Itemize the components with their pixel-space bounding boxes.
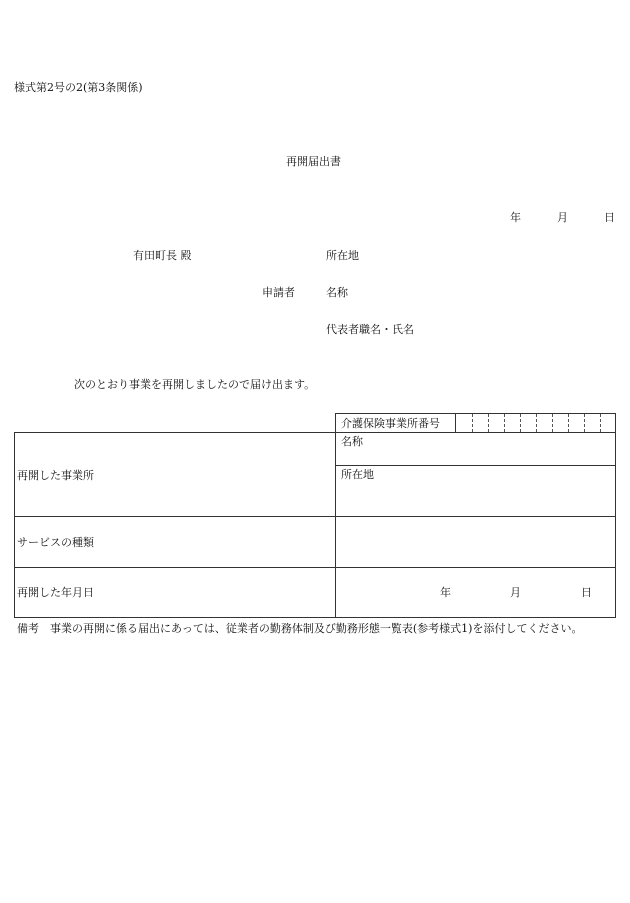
- addressee: 有田町長 殿: [133, 249, 192, 262]
- office-label: 再開した事業所: [17, 469, 94, 482]
- reopen-date-day: 日: [581, 586, 592, 599]
- intro-text: 次のとおり事業を再開しましたので届け出ます。: [74, 378, 316, 391]
- applicant-label: 申請者: [262, 286, 295, 299]
- applicant-representative-label: 代表者職名・氏名: [326, 323, 414, 336]
- office-name-label: 名称: [341, 435, 363, 448]
- form-id: 様式第2号の2(第3条関係): [14, 81, 143, 94]
- reopen-date-label: 再開した年月日: [17, 586, 94, 599]
- date-day: 日: [604, 211, 615, 224]
- reopen-date-year: 年: [440, 586, 451, 599]
- remarks-note: 備考 事業の再開に係る届出にあっては、従業者の勤務体制及び勤務形態一覧表(参考様式1)を添付してください。: [17, 622, 583, 635]
- applicant-name-label: 名称: [326, 286, 348, 299]
- office-number-label: 介護保険事業所番号: [341, 417, 440, 430]
- reopen-date-month: 月: [510, 586, 521, 599]
- service-type-label: サービスの種類: [17, 536, 94, 549]
- document-title: 再開届出書: [286, 155, 341, 168]
- date-year: 年: [510, 211, 521, 224]
- applicant-address-label: 所在地: [326, 249, 359, 262]
- office-address-label: 所在地: [341, 468, 374, 481]
- date-month: 月: [557, 211, 568, 224]
